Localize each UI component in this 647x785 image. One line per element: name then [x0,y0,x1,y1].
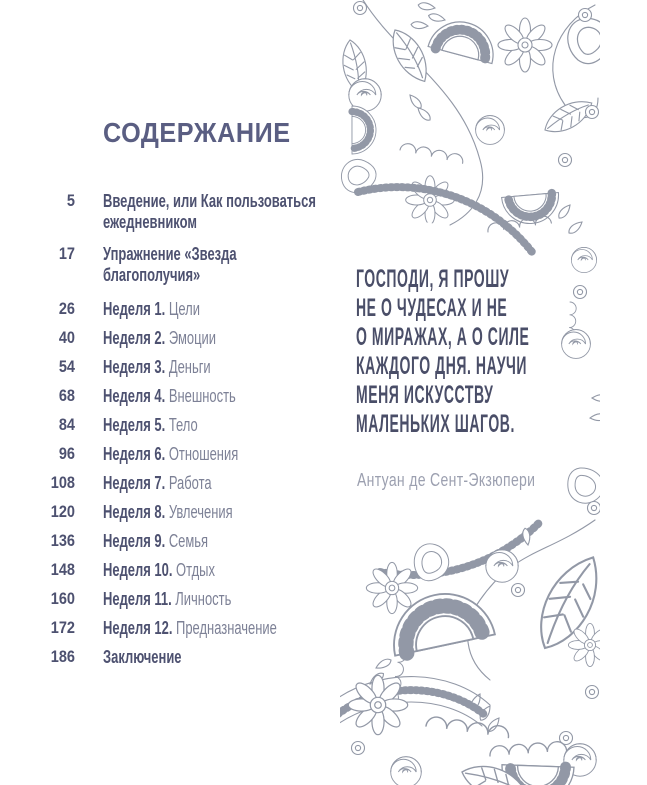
toc-page-number: 172 [50,619,75,637]
toc-entry [0,415,403,436]
toc-entry [0,444,403,465]
toc-entry [0,589,403,610]
toc-entry-title: Неделя 9. Семья [103,531,209,551]
page-title: СОДЕРЖАНИЕ [103,117,291,148]
toc-entry [0,328,403,349]
quote-line: ГОСПОДИ, Я ПРОШУ [356,265,510,293]
toc-entry [0,244,403,286]
toc-page-number: 5 [66,192,75,210]
toc-entry [0,502,403,523]
toc-entry-title: Неделя 4. Внешность [103,386,236,406]
quote-line: О МИРАЖАХ, А О СИЛЕ [356,323,530,351]
toc-entry [0,531,403,552]
toc-entry-title: Упражнение «Звезда благополучия» [103,244,237,285]
quote-line: МАЛЕНЬКИХ ШАГОВ. [356,410,515,438]
toc-entry-title: Неделя 12. Предназначение [103,618,277,638]
toc-page-number: 160 [50,590,75,608]
toc-entry-title: Неделя 8. Увлечения [103,502,233,522]
quote-line: КАЖДОГО ДНЯ. НАУЧИ [356,352,528,380]
toc-entry-title: Неделя 10. Отдых [103,560,215,580]
toc-entry [0,191,403,233]
toc-entry-title: Неделя 7. Работа [103,473,212,493]
toc-entry-title: Заключение [103,647,182,667]
toc-entry [0,560,403,581]
toc-entry [0,647,403,668]
toc-page-number: 96 [58,445,75,463]
toc-entry [0,473,403,494]
toc-entry-title: Неделя 3. Деньги [103,357,211,377]
toc-page-number: 120 [50,503,75,521]
toc-entry [0,299,403,320]
toc-page-number: 148 [50,561,75,579]
quote-line: МЕНЯ ИСКУССТВУ [356,381,494,409]
toc-entry-title: Неделя 5. Тело [103,415,198,435]
toc-entry [0,386,403,407]
toc-entry [0,357,403,378]
toc-page-number: 186 [50,648,75,666]
toc-entry-title: Неделя 2. Эмоции [103,328,217,348]
quote-line: НЕ О ЧУДЕСАХ И НЕ [356,294,508,322]
toc-page-number: 17 [58,245,75,263]
toc-entry-title: Введение, или Как пользоваться ежедневником [103,191,316,232]
toc-entry-title: Неделя 1. Цели [103,299,200,319]
toc-page-number: 84 [58,416,75,434]
quote-attribution: Антуан де Сент-Экзюпери [357,470,536,490]
toc-entry [0,618,403,639]
toc-entry-title: Неделя 11. Личность [103,589,232,609]
toc-page-number: 54 [58,358,75,376]
toc-page-number: 136 [50,532,75,550]
toc-list [0,191,403,668]
toc-page-number: 40 [58,329,75,347]
toc-entry-title: Неделя 6. Отношения [103,444,239,464]
toc-page-number: 68 [58,387,75,405]
toc-page-number: 26 [58,300,75,318]
quote-block [356,265,563,439]
toc-page-number: 108 [50,474,75,492]
